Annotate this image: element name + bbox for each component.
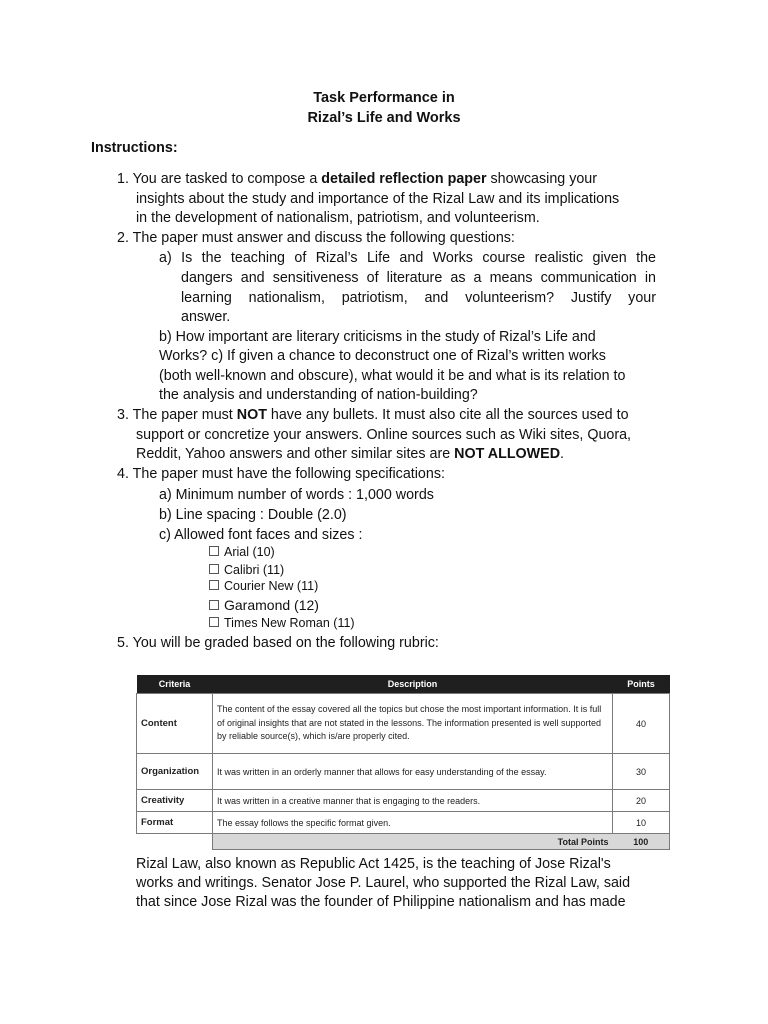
font-option: Calibri (11) [209,563,284,577]
item-2a-line-2: dangers and sensitiveness of literature as a means communication in [181,270,656,286]
title-line-2: Rizal’s Life and Works [307,110,461,126]
item-3-bold-not-allowed: NOT ALLOWED [454,446,561,462]
rubric-header-points: Points [613,675,670,694]
item-3-line-1: 3. The paper must NOT have any bullets. It must also cite all the sources used to [117,407,629,423]
rubric-description: It was written in an orderly manner that allows for easy understanding of the essay. [213,754,613,790]
font-option: Garamond (12) [209,597,319,613]
item-4c: c) Allowed font faces and sizes : [159,527,363,543]
item-2a-line-3: learning nationalism, patriotism, and volunteerism? Justify your [181,290,656,306]
checkbox-icon [209,600,219,610]
rubric-row [137,812,670,834]
item-2-line: 2. The paper must answer and discuss the following questions: [117,230,515,246]
rubric-row [137,694,670,754]
rubric-description: The essay follows the specific format given. [213,812,613,834]
item-3-bold-not: NOT [236,407,267,423]
item-1-line-2: insights about the study and importance of the Rizal Law and its implications [136,191,620,207]
closing-line-2: works and writings. Senator Jose P. Laurel, who supported the Rizal Law, said [136,875,631,891]
rubric-row [137,790,670,812]
checkbox-icon [209,546,219,556]
item-2b-line-3: (both well-known and obscure), what would it be and what is its relation to [159,368,626,384]
rubric-points: 30 [613,754,670,790]
rubric-header-description: Description [213,675,613,694]
item-4b: b) Line spacing : Double (2.0) [159,507,347,523]
item-3-line-3: Reddit, Yahoo answers and other similar sites are NOT ALLOWED. [136,446,565,462]
item-1-line-3: in the development of nationalism, patriotism, and volunteerism. [136,210,540,226]
item-1-bold: detailed reflection paper [321,171,487,187]
rubric-total-label: Total Points [213,834,613,850]
rubric-criteria: Organization [137,754,213,790]
title-line-1: Task Performance in [313,90,455,106]
rubric-description: The content of the essay covered all the topics but chose the most important information. It is full of original insights that are not stated in the lessons. The information presented is well supported by reliable source(s), which is/are properly cited. [213,694,613,754]
closing-line-1: Rizal Law, also known as Republic Act 1425, is the teaching of Jose Rizal's [136,856,611,872]
rubric-criteria: Content [137,694,213,754]
rubric-header-criteria: Criteria [137,675,213,694]
item-3-line-2: support or concretize your answers. Online sources such as Wiki sites, Quora, [136,427,632,443]
font-option: Arial (10) [209,545,275,559]
item-1-line-1: 1. You are tasked to compose a detailed reflection paper showcasing your [117,171,598,187]
rubric-criteria: Creativity [137,790,213,812]
item-5-line: 5. You will be graded based on the following rubric: [117,635,439,651]
rubric-total-value: 100 [613,834,670,850]
item-2b-line-1: b) How important are literary criticisms in the study of Rizal’s Life and [159,329,596,345]
item-2a-line-4: answer. [181,309,231,325]
checkbox-icon [209,580,219,590]
item-4-line: 4. The paper must have the following specifications: [117,466,445,482]
rubric-header-row [137,675,670,694]
font-option: Times New Roman (11) [209,616,355,630]
item-4a: a) Minimum number of words : 1,000 words [159,487,434,503]
rubric-points: 40 [613,694,670,754]
closing-line-3: that since Jose Rizal was the founder of Philippine nationalism and has made [136,894,626,910]
checkbox-icon [209,564,219,574]
item-2b-line-4: the analysis and understanding of nation-building? [159,387,478,403]
item-2b-line-2: Works? c) If given a chance to deconstruct one of Rizal’s written works [159,348,606,364]
checkbox-icon [209,617,219,627]
rubric-row [137,754,670,790]
rubric-description: It was written in a creative manner that is engaging to the readers. [213,790,613,812]
font-option: Courier New (11) [209,579,318,593]
instructions-heading: Instructions: [91,140,178,156]
rubric-points: 10 [613,812,670,834]
rubric-points: 20 [613,790,670,812]
rubric-table [136,675,670,850]
item-2a-line-1: a) Is the teaching of Rizal’s Life and Works course realistic given the [159,250,656,266]
rubric-criteria: Format [137,812,213,834]
rubric-total-row [137,834,670,850]
